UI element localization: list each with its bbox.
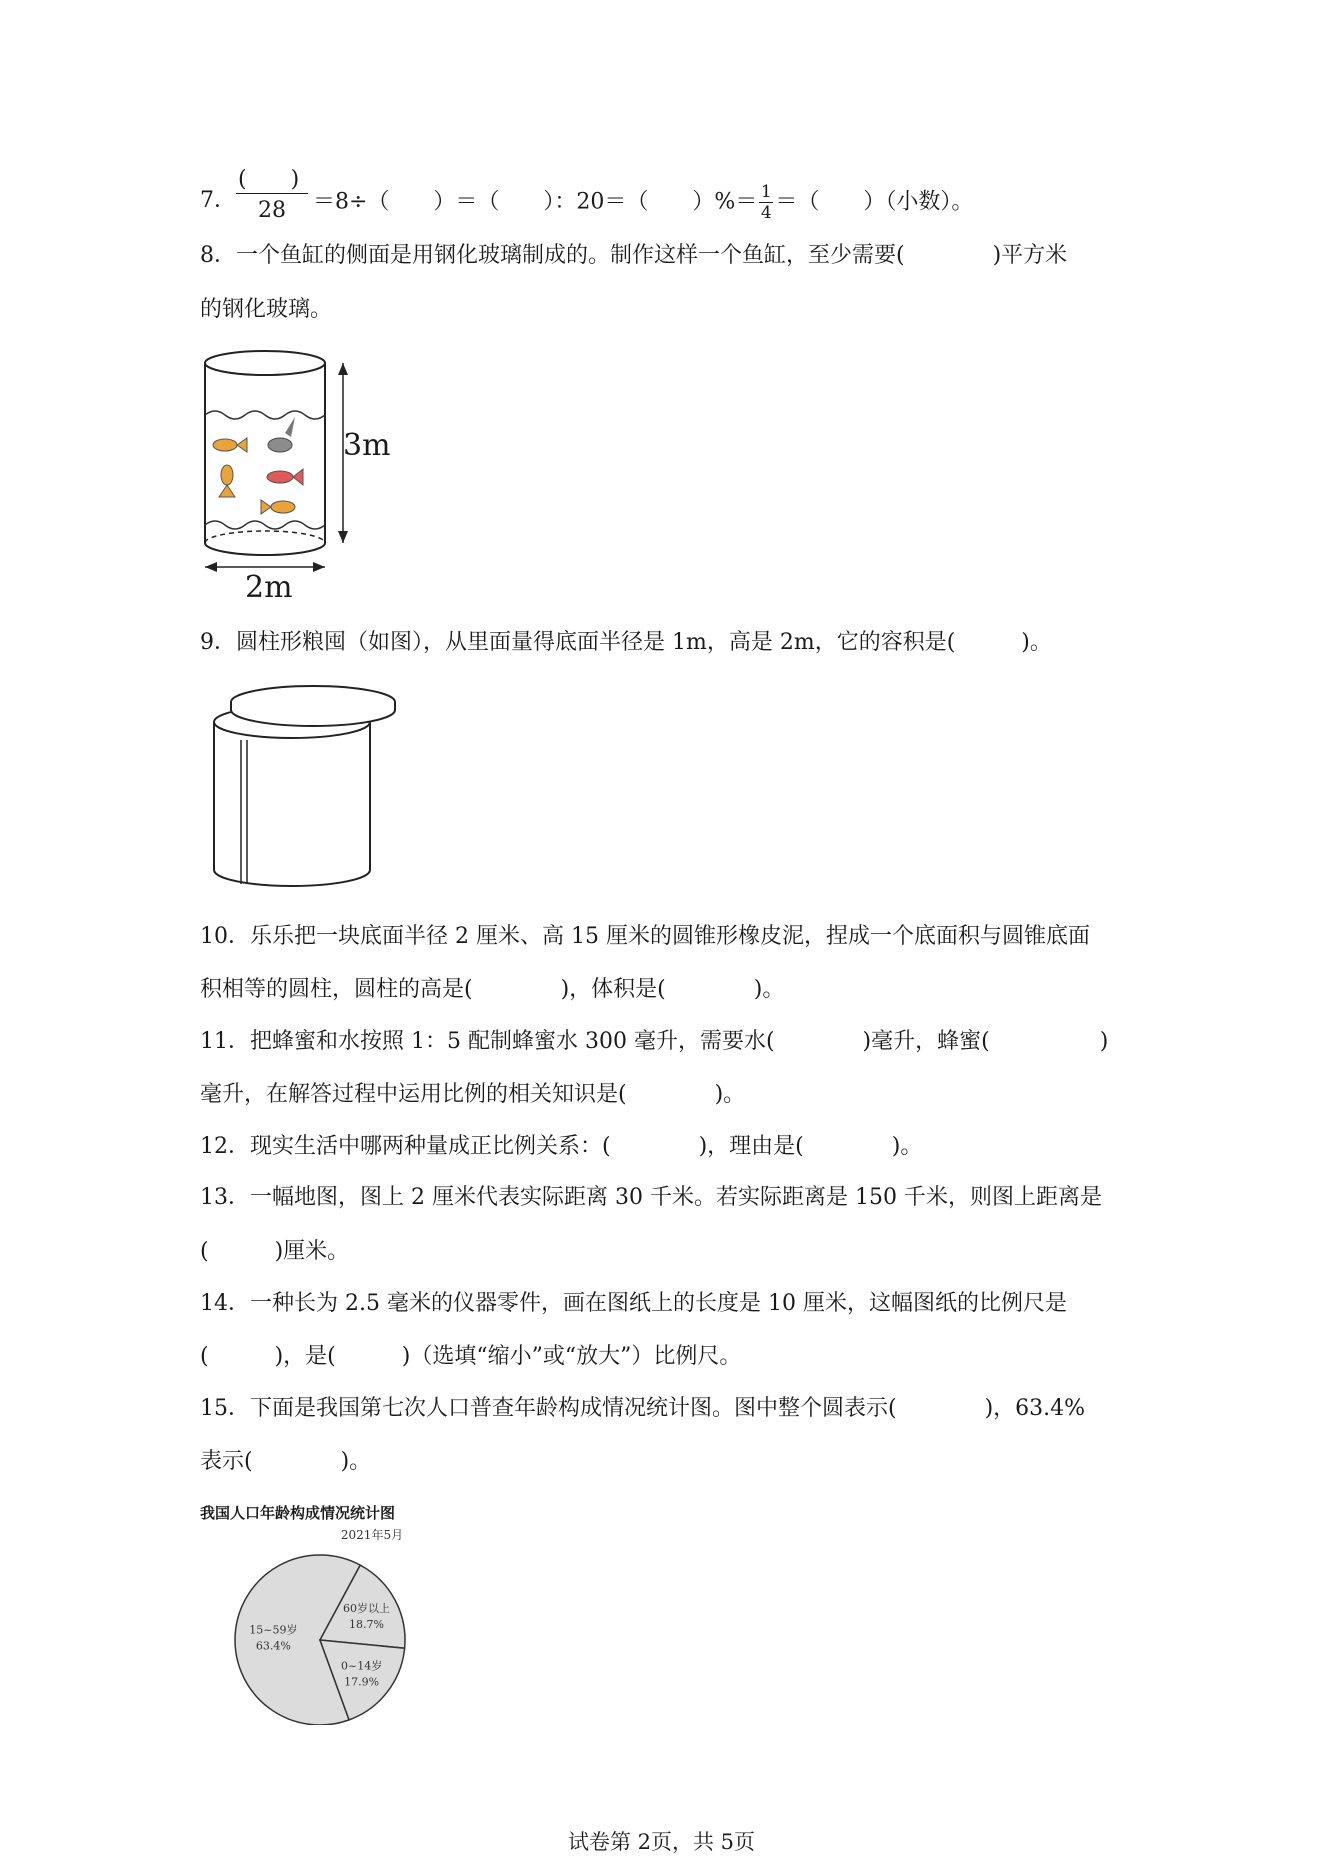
q15-line2: 表示( )。 (200, 1449, 372, 1474)
q14-line2: ( )，是( )（选填“缩小”或“放大”）比例尺。 (200, 1344, 742, 1369)
pie-value-label-2: 17.9% (344, 1675, 380, 1689)
q7-part2: ＝（ ）（小数）。 (775, 189, 974, 215)
pie-value-label-1: 18.7% (349, 1618, 384, 1632)
pie-label-2: 0~14岁 (341, 1659, 383, 1673)
q15-line1: 15．下面是我国第七次人口普查年龄构成情况统计图。图中整个圆表示( )，63.4% (200, 1396, 1086, 1421)
q13-line2: ( )厘米。 (200, 1239, 350, 1264)
q11-line2: 毫升，在解答过程中运用比例的相关知识是( )。 (200, 1082, 746, 1107)
q7-fraction-denominator: 28 (258, 198, 286, 223)
q9-line1: 9．圆柱形粮囤（如图），从里面量得底面半径是 1m，高是 2m，它的容积是( )。 (200, 630, 1052, 655)
q13-line1: 13．一幅地图，图上 2 厘米代表实际距离 30 千米。若实际距离是 150 千米，则图上距离是 (200, 1185, 1102, 1210)
sand-line (205, 521, 325, 529)
q7-part1: ＝8÷（ ）＝（ ）：20＝（ ）%＝ (313, 189, 758, 215)
granary-bottom (214, 870, 370, 886)
q7-fraction-bar (236, 193, 308, 194)
age-pie-chart (200, 1525, 440, 1725)
fish-icon-5 (261, 500, 295, 514)
q12-line1: 12．现实生活中哪两种量成正比例关系：( )，理由是( )。 (200, 1134, 923, 1159)
q11-line1: 11．把蜂蜜和水按照 1：5 配制蜂蜜水 300 毫升，需要水( )毫升，蜂蜜( ) (200, 1029, 1109, 1054)
q7-quarter-num: 1 (760, 182, 772, 202)
fish-icon-4 (267, 469, 303, 485)
fish-tank-figure (195, 345, 425, 605)
pie-label-1: 60岁以上 (342, 1602, 390, 1616)
tank-top-ellipse (205, 351, 325, 375)
fish-icon-2 (268, 417, 295, 452)
q7-number: 7． (200, 188, 236, 213)
q7-equation (313, 183, 973, 222)
q10-line1: 10．乐乐把一块底面半径 2 厘米、高 15 厘米的圆锥形橡皮泥，捏成一个底面积与圆锥底面 (200, 924, 1090, 949)
q7-quarter-den: 4 (760, 203, 772, 223)
q7-quarter-fraction (759, 183, 773, 222)
water-surface (205, 411, 325, 419)
fish-tank-width-label: 2m (245, 570, 293, 605)
fish-icon-1 (213, 438, 247, 452)
pie-label-0: 15~59岁 (249, 1623, 298, 1637)
fish-tank-height-label: 3m (343, 428, 391, 463)
chart-title: 我国人口年龄构成情况统计图 (200, 1504, 396, 1522)
granary-lid-rim (231, 702, 395, 726)
width-arrow-right (313, 562, 325, 572)
width-arrow-left (205, 562, 217, 572)
height-arrow-top (338, 363, 348, 375)
q8-line2: 的钢化玻璃。 (200, 297, 333, 322)
q8-line1: 8．一个鱼缸的侧面是用钢化玻璃制成的。制作这样一个鱼缸，至少需要( )平方米 (200, 243, 1068, 268)
q14-line1: 14．一种长为 2.5 毫米的仪器零件，画在图纸上的长度是 10 厘米，这幅图纸的比例尺是 (200, 1291, 1067, 1316)
tank-bottom-back (205, 531, 325, 543)
q7-fraction-numerator: ( ) (238, 167, 300, 192)
fish-icon-3 (219, 465, 235, 497)
height-arrow-bottom (338, 531, 348, 543)
tank-bottom-front (205, 543, 325, 555)
page-footer: 试卷第 2页，共 5页 (567, 1830, 756, 1854)
chart-subtitle: 2021年5月 (340, 1528, 404, 1542)
pie-value-label-0: 63.4% (255, 1639, 291, 1653)
q10-line2: 积相等的圆柱，圆柱的高是( )，体积是( )。 (200, 977, 785, 1002)
granary-cylinder-figure (205, 670, 405, 900)
